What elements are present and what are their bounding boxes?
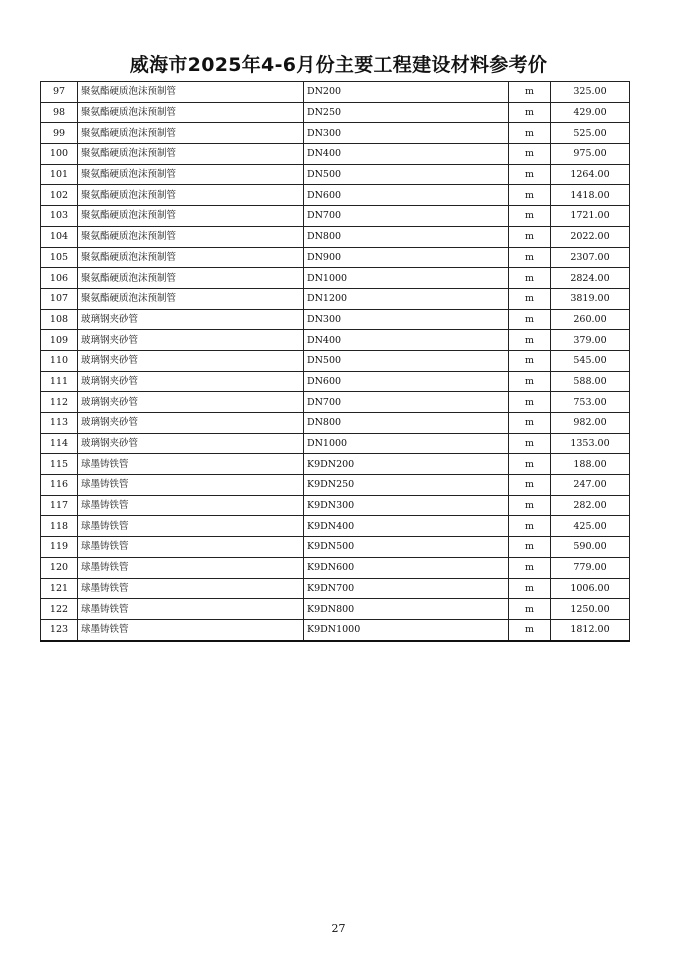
table-row [41, 247, 630, 268]
row-number: 105 [41, 247, 78, 268]
material-name: 玻璃钢夹砂管 [78, 371, 304, 392]
material-price: 2824.00 [551, 268, 630, 289]
material-name: 球墨铸铁管 [78, 454, 304, 475]
material-price: 982.00 [551, 413, 630, 434]
material-price: 590.00 [551, 537, 630, 558]
material-name: 玻璃钢夹砂管 [78, 330, 304, 351]
table-row [41, 268, 630, 289]
material-spec: K9DN200 [304, 454, 509, 475]
material-price: 2022.00 [551, 226, 630, 247]
row-number: 106 [41, 268, 78, 289]
material-spec: DN500 [304, 350, 509, 371]
table-row [41, 82, 630, 103]
material-price: 1006.00 [551, 578, 630, 599]
table-row [41, 475, 630, 496]
material-unit: m [509, 475, 551, 496]
row-number: 119 [41, 537, 78, 558]
material-unit: m [509, 247, 551, 268]
material-unit: m [509, 516, 551, 537]
table-row [41, 495, 630, 516]
row-number: 123 [41, 619, 78, 640]
material-unit: m [509, 413, 551, 434]
material-unit: m [509, 185, 551, 206]
material-name: 球墨铸铁管 [78, 475, 304, 496]
row-number: 115 [41, 454, 78, 475]
material-price: 588.00 [551, 371, 630, 392]
material-spec: DN400 [304, 330, 509, 351]
material-unit: m [509, 309, 551, 330]
material-name: 聚氨酯硬质泡沫预制管 [78, 206, 304, 227]
page-number: 27 [331, 922, 346, 935]
row-number: 102 [41, 185, 78, 206]
material-name: 球墨铸铁管 [78, 537, 304, 558]
material-spec: DN900 [304, 247, 509, 268]
row-number: 108 [41, 309, 78, 330]
material-name: 聚氨酯硬质泡沫预制管 [78, 102, 304, 123]
material-price: 1250.00 [551, 599, 630, 620]
material-price: 545.00 [551, 350, 630, 371]
material-spec: DN300 [304, 309, 509, 330]
material-name: 聚氨酯硬质泡沫预制管 [78, 144, 304, 165]
material-spec: K9DN250 [304, 475, 509, 496]
row-number: 122 [41, 599, 78, 620]
row-number: 114 [41, 433, 78, 454]
row-number: 104 [41, 226, 78, 247]
material-unit: m [509, 433, 551, 454]
material-unit: m [509, 102, 551, 123]
row-number: 113 [41, 413, 78, 434]
row-number: 121 [41, 578, 78, 599]
table-row [41, 185, 630, 206]
material-spec: DN800 [304, 226, 509, 247]
row-number: 107 [41, 288, 78, 309]
material-name: 玻璃钢夹砂管 [78, 392, 304, 413]
material-price: 1812.00 [551, 619, 630, 640]
table-row [41, 537, 630, 558]
material-price: 975.00 [551, 144, 630, 165]
table-row [41, 350, 630, 371]
page-title: 威海市2025年4-6月份主要工程建设材料参考价 [129, 54, 548, 76]
material-unit: m [509, 164, 551, 185]
table-row [41, 288, 630, 309]
material-unit: m [509, 82, 551, 103]
table-row [41, 454, 630, 475]
material-spec: DN700 [304, 206, 509, 227]
table-row [41, 433, 630, 454]
material-price: 1264.00 [551, 164, 630, 185]
material-unit: m [509, 371, 551, 392]
row-number: 101 [41, 164, 78, 185]
material-spec: K9DN600 [304, 557, 509, 578]
table-row [41, 123, 630, 144]
material-price: 3819.00 [551, 288, 630, 309]
material-spec: K9DN800 [304, 599, 509, 620]
material-name: 聚氨酯硬质泡沫预制管 [78, 185, 304, 206]
material-spec: K9DN700 [304, 578, 509, 599]
material-price: 425.00 [551, 516, 630, 537]
material-spec: DN700 [304, 392, 509, 413]
table-row [41, 309, 630, 330]
material-name: 球墨铸铁管 [78, 578, 304, 599]
table-row [41, 226, 630, 247]
material-name: 玻璃钢夹砂管 [78, 433, 304, 454]
material-price: 1418.00 [551, 185, 630, 206]
material-unit: m [509, 537, 551, 558]
row-number: 110 [41, 350, 78, 371]
table-row [41, 392, 630, 413]
material-spec: DN1000 [304, 268, 509, 289]
material-unit: m [509, 330, 551, 351]
material-spec: DN600 [304, 371, 509, 392]
table-row [41, 102, 630, 123]
material-name: 玻璃钢夹砂管 [78, 350, 304, 371]
material-spec: K9DN1000 [304, 619, 509, 640]
row-number: 100 [41, 144, 78, 165]
row-number: 97 [41, 82, 78, 103]
material-price: 325.00 [551, 82, 630, 103]
row-number: 112 [41, 392, 78, 413]
price-table [40, 81, 630, 642]
material-price: 1353.00 [551, 433, 630, 454]
material-spec: DN400 [304, 144, 509, 165]
table-row [41, 206, 630, 227]
material-unit: m [509, 454, 551, 475]
material-unit: m [509, 206, 551, 227]
material-unit: m [509, 495, 551, 516]
material-price: 282.00 [551, 495, 630, 516]
material-name: 玻璃钢夹砂管 [78, 413, 304, 434]
material-spec: DN600 [304, 185, 509, 206]
material-name: 聚氨酯硬质泡沫预制管 [78, 247, 304, 268]
material-unit: m [509, 350, 551, 371]
material-name: 聚氨酯硬质泡沫预制管 [78, 82, 304, 103]
table-row [41, 164, 630, 185]
row-number: 111 [41, 371, 78, 392]
table-row [41, 599, 630, 620]
material-unit: m [509, 226, 551, 247]
material-unit: m [509, 288, 551, 309]
material-spec: DN1000 [304, 433, 509, 454]
material-price: 1721.00 [551, 206, 630, 227]
row-number: 116 [41, 475, 78, 496]
table-row [41, 144, 630, 165]
table-row [41, 330, 630, 351]
material-price: 260.00 [551, 309, 630, 330]
material-price: 188.00 [551, 454, 630, 475]
material-unit: m [509, 392, 551, 413]
material-unit: m [509, 123, 551, 144]
material-name: 聚氨酯硬质泡沫预制管 [78, 123, 304, 144]
material-unit: m [509, 144, 551, 165]
material-name: 聚氨酯硬质泡沫预制管 [78, 164, 304, 185]
table-row [41, 557, 630, 578]
row-number: 99 [41, 123, 78, 144]
row-number: 98 [41, 102, 78, 123]
material-price: 379.00 [551, 330, 630, 351]
table-row [41, 516, 630, 537]
material-spec: DN800 [304, 413, 509, 434]
material-spec: DN1200 [304, 288, 509, 309]
material-name: 聚氨酯硬质泡沫预制管 [78, 288, 304, 309]
row-number: 109 [41, 330, 78, 351]
material-spec: K9DN500 [304, 537, 509, 558]
material-name: 球墨铸铁管 [78, 619, 304, 640]
price-table-body [41, 82, 630, 641]
material-spec: DN200 [304, 82, 509, 103]
material-unit: m [509, 578, 551, 599]
material-name: 球墨铸铁管 [78, 516, 304, 537]
table-row [41, 578, 630, 599]
table-row [41, 413, 630, 434]
material-spec: DN250 [304, 102, 509, 123]
row-number: 103 [41, 206, 78, 227]
row-number: 117 [41, 495, 78, 516]
material-name: 球墨铸铁管 [78, 599, 304, 620]
material-name: 球墨铸铁管 [78, 557, 304, 578]
material-unit: m [509, 557, 551, 578]
row-number: 120 [41, 557, 78, 578]
material-price: 247.00 [551, 475, 630, 496]
material-unit: m [509, 268, 551, 289]
material-price: 429.00 [551, 102, 630, 123]
material-unit: m [509, 599, 551, 620]
material-name: 聚氨酯硬质泡沫预制管 [78, 268, 304, 289]
material-price: 779.00 [551, 557, 630, 578]
material-price: 2307.00 [551, 247, 630, 268]
material-price: 753.00 [551, 392, 630, 413]
material-price: 525.00 [551, 123, 630, 144]
material-spec: DN500 [304, 164, 509, 185]
table-row [41, 619, 630, 640]
material-name: 球墨铸铁管 [78, 495, 304, 516]
material-unit: m [509, 619, 551, 640]
material-spec: K9DN400 [304, 516, 509, 537]
material-spec: K9DN300 [304, 495, 509, 516]
material-name: 聚氨酯硬质泡沫预制管 [78, 226, 304, 247]
row-number: 118 [41, 516, 78, 537]
material-name: 玻璃钢夹砂管 [78, 309, 304, 330]
material-spec: DN300 [304, 123, 509, 144]
table-row [41, 371, 630, 392]
